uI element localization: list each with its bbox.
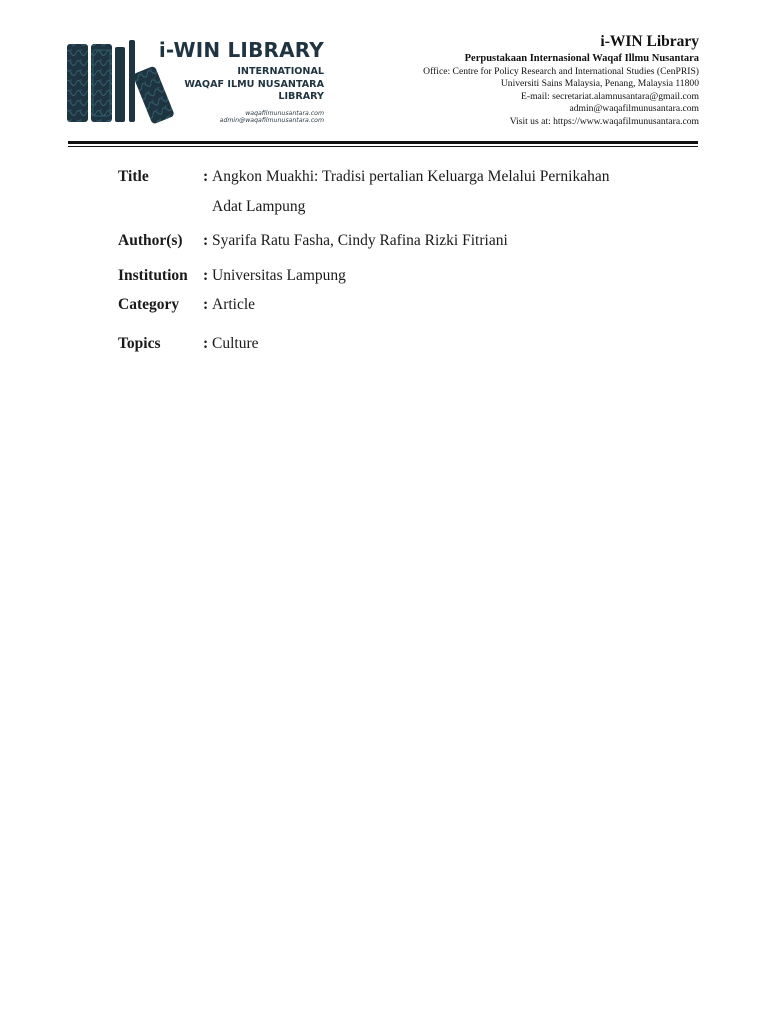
meta-value: [212, 162, 682, 222]
meta-label: Topics: [118, 335, 161, 352]
meta-value-line: Angkon Muakhi: Tradisi pertalian Keluarga Melalui Pernikahan: [212, 168, 610, 185]
meta-value-line: Syarifa Ratu Fasha, Cindy Rafina Rizki Fitriani: [212, 232, 508, 249]
contact-block: [423, 32, 699, 128]
logo-title: i-WIN LIBRARY: [158, 38, 324, 62]
contact-website[interactable]: Visit us at: https://www.waqafilmunusantara.com: [509, 115, 699, 127]
meta-separator: :: [203, 296, 209, 313]
meta-value-line: Culture: [212, 335, 259, 352]
meta-label: Category: [118, 296, 180, 313]
meta-separator: :: [203, 335, 209, 352]
contact-title: i-WIN Library: [600, 33, 699, 50]
logo-subtitle: [146, 66, 324, 104]
logo-subtitle-line: LIBRARY: [278, 91, 324, 102]
meta-value-line: Adat Lampung: [212, 198, 306, 215]
logo-email-line: waqafilmunusantara.com: [245, 109, 324, 117]
meta-value: [212, 290, 682, 320]
contact-email[interactable]: E-mail: secretariat.alamnusantara@gmail.com: [521, 90, 699, 102]
header-divider: [68, 141, 698, 144]
meta-value-line: Article: [212, 296, 256, 313]
logo-emails: [146, 110, 324, 125]
meta-value: [212, 261, 682, 291]
meta-separator: :: [203, 232, 209, 249]
header-divider-thin: [68, 146, 698, 147]
contact-email-admin[interactable]: admin@waqafilmunusantara.com: [569, 103, 699, 115]
contact-address: Universiti Sains Malaysia, Penang, Malaysia 11800: [500, 78, 699, 90]
logo-subtitle-line: INTERNATIONAL: [237, 66, 324, 77]
meta-label: Institution: [118, 267, 188, 284]
meta-value: [212, 329, 682, 359]
library-logo: [66, 38, 328, 124]
logo-email-line: admin@waqafilmunusantara.com: [219, 117, 324, 125]
meta-label: Title: [118, 168, 149, 185]
meta-label: Author(s): [118, 232, 183, 249]
meta-value: [212, 226, 682, 256]
contact-subtitle: Perpustakaan Internasional Waqaf Illmu Nusantara: [464, 53, 699, 64]
contact-office: Office: Centre for Policy Research and International Studies (CenPRIS): [423, 66, 699, 77]
logo-text: [146, 38, 324, 125]
meta-separator: :: [203, 267, 209, 284]
meta-separator: :: [203, 168, 209, 185]
logo-subtitle-line: WAQAF ILMU NUSANTARA: [184, 78, 324, 90]
meta-value-line: Universitas Lampung: [212, 267, 346, 284]
